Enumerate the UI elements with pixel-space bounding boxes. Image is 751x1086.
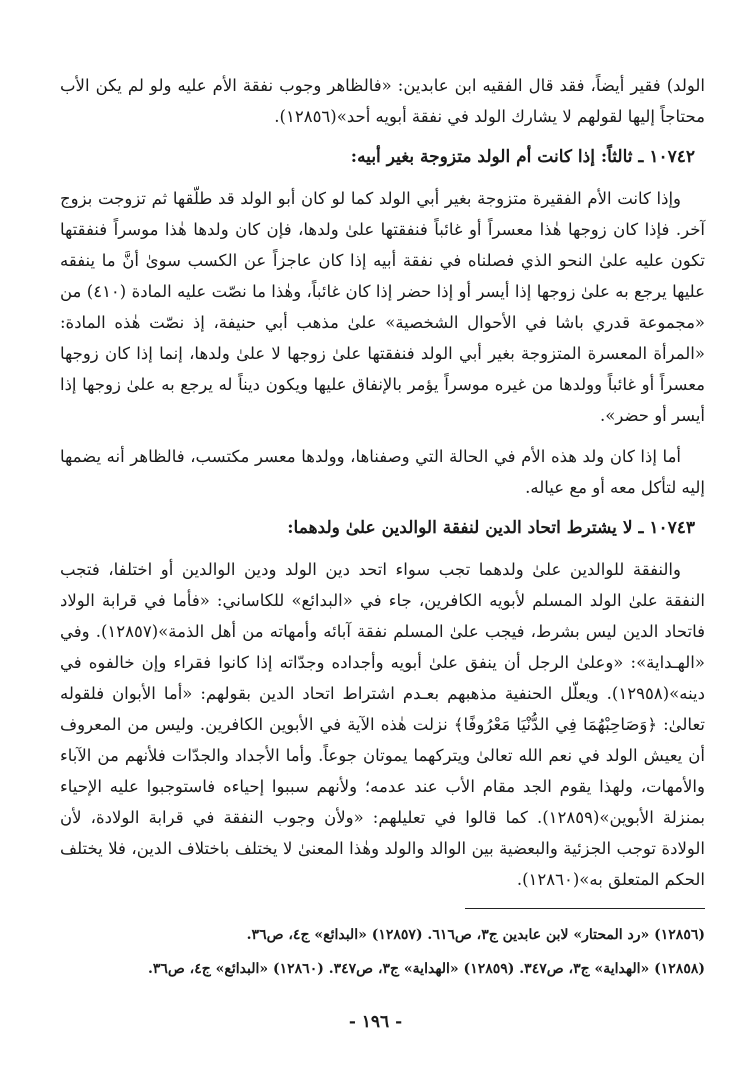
- paragraph-continuation: الولد) فقير أيضاً، فقد قال الفقيه ابن عابدين: «فالظاهر وجوب نفقة الأم عليه ولو لم يكن الأب محتاجاً إليها لقولهم لا يشارك الولد في نفقة أبويه أحد»(١٢٨٥٦).: [60, 76, 705, 126]
- section-heading-10742: ١٠٧٤٢ ـ ثالثاً: إذا كانت أم الولد متزوجة بغير أبيه:: [350, 147, 695, 167]
- footnotes: [60, 918, 705, 986]
- footnote-line-1: (١٢٨٥٦) «رد المحتار» لابن عابدين ج٣، ص٦١٦. (١٢٨٥٧) «البدائع» ج٤، ص٣٦.: [246, 927, 705, 943]
- section-heading-10743: ١٠٧٤٣ ـ لا يشترط اتحاد الدين لنفقة الوالدين علىٰ ولدهما:: [287, 518, 695, 538]
- paragraph-religion-difference: والنفقة للوالدين علىٰ ولدهما تجب سواء اتحد دين الولد ودين الوالدين أو اختلفا، فتجب النفقة علىٰ الولد المسلم لأبويه الكافرين، جاء في «البدائع» للكاساني: «فأما في قرابة الولاد فاتحاد الدين ليس بشرط، فيجب علىٰ المسلم نفقة آبائه وأمهاته من أهل الذمة»(١٢٨٥٧). وفي «الهـداية»: «وعلىٰ الرجل أن ينفق علىٰ أبويه وأجداده وجدّاته إذا كانوا فقراء وإن خالفوه في دينه»(١٢٩٥٨). ويعلّل الحنفية مذهبهم بعـدم اشتراط اتحاد الدين بقولهم: «أما الأبوان فلقوله تعالىٰ: ﴿وَصَاحِبْهُمَا فِي الدُّنْيَا مَعْرُوفًا﴾ نزلت هٰذه الآية في الأبوين الكافرين. وليس من المعروف أن يعيش الولد في نعم الله تعالىٰ ويتركهما يموتان جوعاً. وأما الأجداد والجدّات فلأنهم من الآباء والأمهات، ولهذا يقوم الجد مقام الأب عند عدمه؛ ولأنهم سببوا إحياءه فاستوجبوا عليه الإحياء بمنزلة الأبوين»(١٢٨٥٩). كما قالوا في تعليلهم: «ولأن وجوب النفقة في قرابة الولادة، لأن الولادة توجب الجزئية والبعضية بين الوالد والولد وهٰذا المعنىٰ لا يختلف باختلاف الدين، فلا يختلف الحكم المتعلق به»(١٢٨٦٠).: [60, 560, 705, 889]
- footnote-divider: [465, 908, 705, 909]
- page-body: [60, 70, 705, 895]
- paragraph-poor-earning-son: أما إذا كان ولد هذه الأم في الحالة التي وصفناها، وولدها معسر مكتسب، فالظاهر أنه يضمها إليه لتأكل معه أو مع عياله.: [60, 447, 705, 497]
- paragraph-mother-married-other: وإذا كانت الأم الفقيرة متزوجة بغير أبي الولد كما لو كان أبو الولد قد طلّقها ثم تزوجت بزوج آخر. فإذا كان زوجها هٰذا معسراً أو غائباً فنفقتها علىٰ ولدها، فإن كان ولدها هٰذا موسراً فنفقتها تكون عليه علىٰ النحو الذي فصلناه في نفقة أبيه إذا كان عاجزاً عن الكسب سوىٰ أنَّ ما ينفقه عليها يرجع به علىٰ زوجها إذا أيسر أو إذا حضر إذا كان غائباً، وهٰذا ما نصّت عليه المادة (٤١٠) من «مجموعة قدري باشا في الأحوال الشخصية» علىٰ مذهب أبي حنيفة، إذ نصّت هٰذه المادة: «المرأة المعسرة المتزوجة بغير أبي الولد فنفقتها علىٰ زوجها لا علىٰ ولدها، إنما إذا كان زوجها معسراً أو غائباً وولدها من غيره موسراً يؤمر بالإنفاق عليها ويكون ديناً له يرجع به علىٰ زوجها إذا أيسر أو حضر».: [60, 189, 705, 425]
- footnote-line-2: (١٢٨٥٨) «الهداية» ج٣، ص٣٤٧. (١٢٨٥٩) «الهداية» ج٣، ص٣٤٧. (١٢٨٦٠) «البدائع» ج٤، ص٣٦.: [147, 961, 705, 977]
- page-number: - ١٩٦ -: [348, 1012, 403, 1032]
